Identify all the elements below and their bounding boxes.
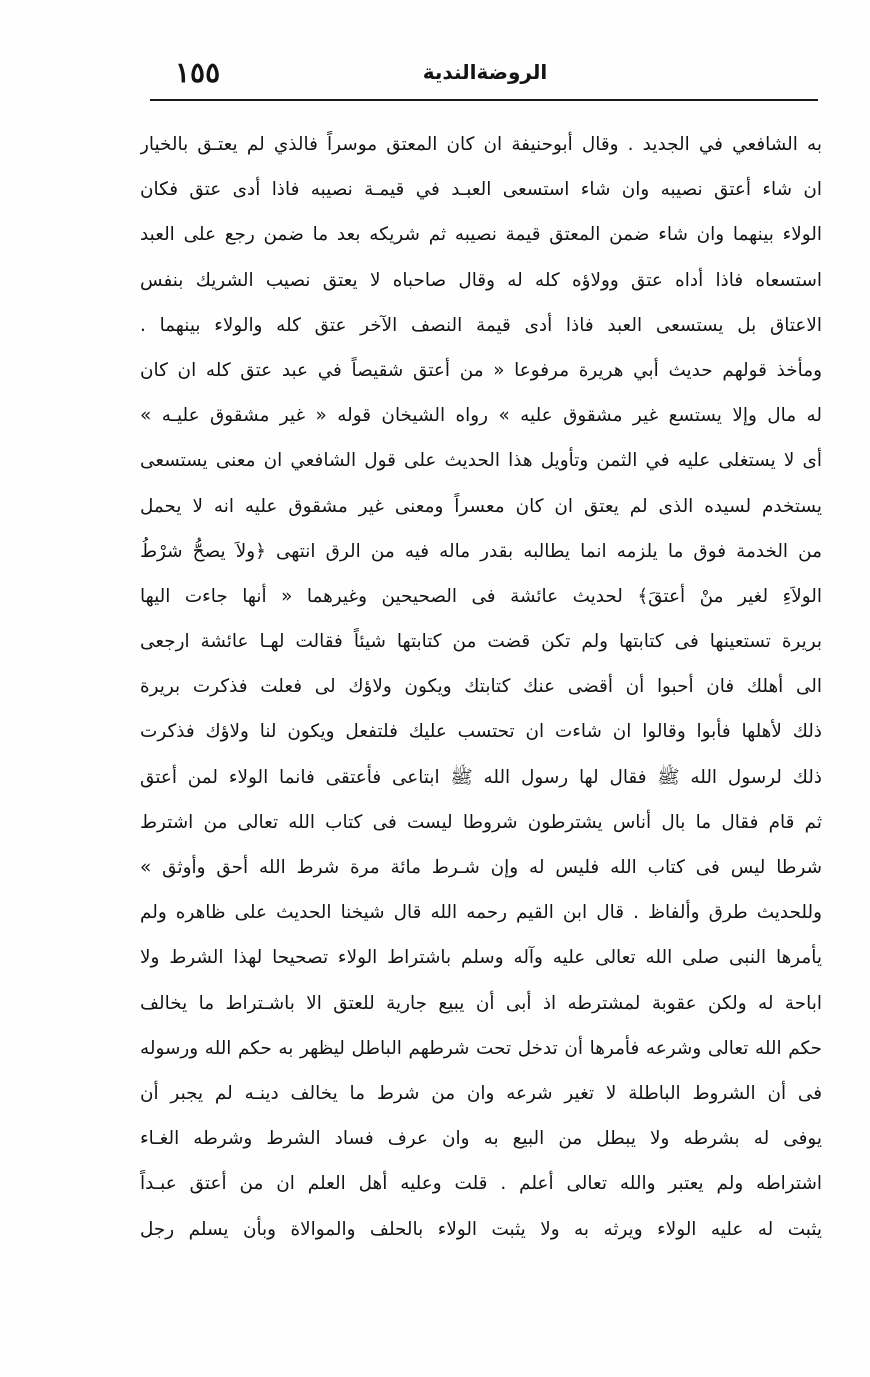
text-line: ومأخذ قولهم حديث أبي هريرة مرفوعا « من أعتق شقيصاً في عبد عتق كله ان كان xyxy=(140,359,822,381)
header-divider xyxy=(150,99,818,101)
text-line: بريرة تستعينها فى كتابتها ولم تكن قضت من كتابتها شيئاً فقالت لهـا عائشة ارجعى xyxy=(140,631,822,653)
text-line: الولاَءِ لغير منْ أعتقَ﴾ لحديث عائشة فى الصحيحين وغيرهما « أنها جاءت اليها xyxy=(140,585,822,607)
text-line: يأمرها النبى صلى الله تعالى عليه وآله وسلم باشتراط الولاء تصحيحا لهذا الشرط ولا xyxy=(140,947,822,969)
text-line: يثبت له عليه الولاء ويرثه به ولا يثبت الولاء بالحلف والموالاة وبأن يسلم رجل xyxy=(140,1218,822,1240)
text-line: ثم قام فقال ما بال أناس يشترطون شروطا ليست فى كتاب الله تعالى من اشترط xyxy=(140,811,822,833)
body-text xyxy=(140,122,822,1252)
text-line: ذلك لأهلها فأبوا وقالوا ان شاءت ان تحتسب عليك فلتفعل ويكون لنا ولاؤك فذكرت xyxy=(140,721,822,743)
text-line: ذلك لرسول الله ﷺ فقال لها رسول الله ﷺ ابتاعى فأعتقى فانما الولاء لمن أعتق xyxy=(140,766,822,788)
text-line: وللحديث طرق وألفاظ . قال ابن القيم رحمه الله قال شيخنا الحديث على ظاهره ولم xyxy=(140,902,822,924)
text-line: اباحة له ولكن عقوبة لمشترطه اذ أبى أن يبيع جارية للعتق الا باشـتراط ما يخالف xyxy=(140,992,822,1014)
text-line: الولاء بينهما وان شاء ضمن المعتق قيمة نصيبه ثم شريكه بعد ما ضمن رجع على العبد xyxy=(140,224,822,246)
running-title: الروضةالندية xyxy=(422,60,548,84)
page-number: ١٥٥ xyxy=(175,56,221,89)
text-line: يوفى له بشرطه ولا يبطل من البيع به وان عرف فساد الشرط وشرطه الغـاء xyxy=(140,1128,822,1150)
text-line: به الشافعي في الجديد . وقال أبوحنيفة ان كان المعتق موسراً فالذي لم يعتـق بالخيار xyxy=(140,134,822,155)
text-line: أى لا يستغلى عليه في الثمن وتأويل هذا الحديث على قول الشافعي ان معنى يستسعى xyxy=(140,450,822,472)
text-line: ان شاء أعتق نصيبه وان شاء استسعى العبـد في قيمـة نصيبه فاذا أدى عتق فكان xyxy=(140,179,822,201)
text-line: شرطا ليس فى كتاب الله فليس له وإن شـرط مائة مرة شرط الله أحق وأوثق » xyxy=(140,857,822,878)
text-line: الاعتاق بل يستسعى العبد فاذا أدى قيمة النصف الآخر عتق كله والولاء بينهما . xyxy=(140,314,822,336)
text-line: استسعاه فاذا أداه عتق وولاؤه كله له وقال صاحباه لا يعتق نصيب الشريك بنفس xyxy=(140,269,822,291)
text-line: حكم الله تعالى وشرعه فأمرها أن تدخل تحت شرطهم الباطل ليظهر به حكم الله ورسوله xyxy=(140,1037,822,1059)
text-line: فى أن الشروط الباطلة لا تغير شرعه وان من شرط ما يخالف دينـه لم يجبر أن xyxy=(140,1082,822,1104)
text-line: من الخدمة فوق ما يلزمه انما يطالبه بقدر ماله فيه من الرق انتهى ﴿ولاَ يصحُّ شرْطُ xyxy=(140,540,822,562)
text-line: الى أهلك فان أحبوا أن أقضى عنك كتابتك ويكون ولاؤك لى فعلت فذكرت بريرة xyxy=(140,676,822,698)
text-line: اشتراطه ولم يعتبر والله تعالى أعلم . قلت وعليه أهل العلم ان من أعتق عبـداً xyxy=(140,1173,822,1195)
page-header xyxy=(150,52,820,98)
text-line: يستخدم لسيده الذى لم يعتق ان كان معسراً ومعنى غير مشقوق عليه انه لا يحمل xyxy=(140,495,822,517)
text-line: له مال وإلا يستسع غير مشقوق عليه » رواه الشيخان قوله « غير مشقوق عليـه » xyxy=(140,405,822,427)
